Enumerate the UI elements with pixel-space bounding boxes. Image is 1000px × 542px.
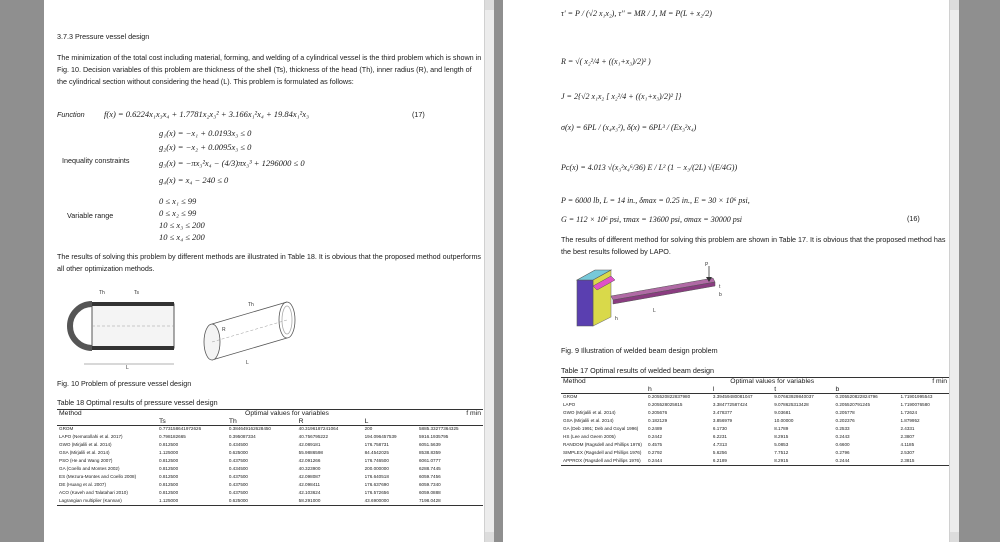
table-cell-value: 0.202376 — [835, 417, 855, 423]
table-cell-value: 1.71901995543 — [900, 394, 933, 399]
results-paragraph: The results of solving this problem by different methods are illustrated in Table 18. It is obvious that the proposed method outperforms all other optimization methods. — [57, 252, 482, 273]
vessel-side-view — [70, 304, 174, 364]
label-th-3d: Th — [248, 302, 254, 308]
table-cell-method: GSA (Mirjalili et al. 2014) — [59, 449, 110, 455]
table-cell-method: GA (Deb 1991; Deb and Goyal 1996) — [563, 425, 639, 431]
range-x2: 0 ≤ x₂ ≤ 99 — [159, 208, 197, 218]
table-cell-value: 176.746500 — [364, 457, 389, 463]
table-cell-value: 7198.0428 — [418, 497, 441, 503]
label-h: h — [615, 316, 618, 322]
table-17-header-fmin: f min — [932, 378, 947, 385]
table-18-body — [57, 426, 483, 506]
table-18-header-fmin: f min — [466, 410, 481, 417]
table-cell-value: 0.2444 — [835, 457, 850, 463]
table-cell-value: 8538.8359 — [418, 449, 441, 455]
table-cell-value: 0.2533 — [835, 425, 850, 431]
label-p: P — [705, 262, 709, 268]
table-cell-value: 0.437500 — [228, 473, 248, 479]
table-cell-value: 3.39459480081047 — [712, 394, 753, 399]
scroll-up-arrow-icon[interactable] — [485, 0, 494, 10]
function-label: Function — [57, 110, 85, 119]
range-label: Variable range — [67, 211, 114, 220]
table-cell-value: 1.72624 — [900, 409, 918, 415]
table-cell-value: 0.205778 — [835, 409, 855, 415]
table-cell-value: 0.812500 — [159, 465, 179, 471]
label-l-beam: L — [653, 308, 656, 314]
table-cell-value: 8.2915 — [774, 433, 789, 439]
scroll-down-arrow-icon[interactable] — [485, 532, 494, 542]
table-cell-value: 43.6900000 — [364, 497, 389, 503]
label-b: b — [719, 292, 722, 298]
table-cell-value: 0.625000 — [228, 449, 248, 455]
table-cell-value: 3.478377 — [712, 409, 733, 415]
document-page-right — [503, 0, 959, 542]
equation-sigma-delta: σ(x) = 6PL / (x₄x₃²), δ(x) = 6PL³ / (Ex₃²x₄) — [561, 123, 697, 132]
table-cell-value: 55.9886598 — [298, 449, 323, 455]
table-cell-value: 2.5307 — [900, 449, 915, 455]
equation-j: J = 2{√2 x₁x₂ [ x₂²/4 + ((x₁+x₃)/2)² ]} — [561, 92, 682, 101]
table-17-col-h: h — [648, 385, 652, 393]
table-cell-value: 0.205520822824796 — [835, 394, 878, 399]
table-cell-value: 42.098411 — [298, 481, 321, 487]
welded-beam-figure — [563, 262, 733, 342]
table-cell-value: 0.2792 — [648, 449, 663, 455]
table-cell-value: 2.3815 — [900, 457, 915, 463]
table-cell-value: 4.1185 — [900, 441, 915, 447]
table-cell-method: GWO (Mirjalili et al. 2014) — [563, 409, 616, 415]
equation-params-1: P = 6000 lb, L = 14 in., δmax = 0.25 in., E = 30 × 10⁶ psi, — [561, 196, 750, 205]
table-cell-value: 0.437500 — [228, 457, 248, 463]
document-page-left — [44, 0, 494, 542]
table-cell-value: 0.812500 — [159, 441, 179, 447]
table-cell-value: 3.384772587424 — [712, 401, 748, 407]
table-cell-method: GWO (Mirjalili et al. 2014) — [59, 441, 112, 447]
table-cell-value: 8.1789 — [774, 425, 789, 431]
table-cell-value: 1.125000 — [159, 449, 179, 455]
table-cell-method: DE (Huang et al. 2007) — [59, 481, 106, 487]
equation-tau: τ' = P / (√2 x₁x₂), τ'' = MR / J, M = P(L + x₂/2) — [561, 9, 712, 18]
table-cell-method: Lagrangian multiplier (Kannan) — [59, 497, 122, 503]
table-cell-value: 5.0853 — [774, 441, 789, 447]
scroll-down-arrow-icon[interactable] — [950, 532, 959, 542]
table-cell-value: 4.7313 — [712, 441, 727, 447]
results-paragraph-right: The results of different method for solving this problem are shown in Table 17. It is obvious that the proposed method has the best results followed by LAPO. — [561, 235, 946, 256]
table-18-col-th: Th — [228, 417, 237, 425]
equation-16-number: (16) — [907, 214, 920, 223]
table-cell-value: 0.395087334 — [228, 433, 256, 439]
table-cell-method: SIMPLEX (Ragsdell and Phillips 1976) — [563, 449, 642, 455]
table-cell-value: 10.00000 — [774, 417, 794, 423]
table-cell-value: 0.2444 — [648, 457, 663, 463]
table-cell-value: 5885.33277364325 — [418, 426, 459, 431]
table-cell-value: 40.3196187241064 — [298, 426, 339, 431]
table-17-header-optimal: Optimal values for variables — [730, 378, 815, 385]
table-cell-value: 0.625000 — [228, 497, 248, 503]
table-cell-value: 0.812500 — [159, 489, 179, 495]
table-18 — [57, 409, 483, 506]
table-cell-value: 0.434500 — [228, 441, 248, 447]
table-cell-method: GA (Coello and Montes 2002) — [59, 465, 120, 471]
table-cell-method: ES (Mezura-Montes and Coello 2008) — [59, 473, 137, 479]
equation-r: R = √( x₂²/4 + ((x₁+x₃)/2)² ) — [561, 57, 651, 66]
table-row — [57, 466, 483, 474]
table-cell-value: 42.103624 — [298, 489, 321, 495]
table-cell-value: 0.384649162628450 — [228, 426, 271, 431]
table-cell-method: HS (Lee and Geem 2005) — [563, 433, 616, 439]
pressure-vessel-figure — [62, 284, 322, 370]
table-cell-value: 5916.1935795 — [418, 433, 449, 439]
table-row — [561, 426, 949, 434]
table-cell-value: 3.856979 — [712, 417, 733, 423]
table-cell-value: 0.2442 — [648, 433, 663, 439]
table-row — [561, 434, 949, 442]
table-cell-value: 0.4575 — [648, 441, 663, 447]
table-cell-method: RANDOM (Ragsdell and Phillips 1976) — [563, 441, 642, 447]
label-l: L — [126, 365, 129, 370]
table-cell-value: 40.756795222 — [298, 433, 329, 439]
table-cell-method: GSA (Mirjalili et al. 2014) — [563, 417, 614, 423]
table-18-header-method: Method — [59, 410, 82, 417]
table-row — [561, 418, 949, 426]
table-row — [57, 498, 483, 506]
table-cell-value: 2.4331 — [900, 425, 915, 431]
table-cell-value: 0.6600 — [835, 441, 850, 447]
table-cell-value: 42.098087 — [298, 473, 321, 479]
table-cell-method: GROM — [59, 426, 74, 431]
table-cell-value: 1.7190076580 — [900, 401, 930, 407]
function-equation: f(x) = 0.6224x₁x₃x₄ + 1.7781x₂x₃² + 3.166x₁²x₄ + 19.84x₁²x₃ — [104, 109, 309, 119]
label-th: Th — [99, 290, 105, 296]
table-row — [57, 450, 483, 458]
label-l-3d: L — [246, 360, 249, 366]
table-cell-value: 6059.0888 — [418, 489, 441, 495]
table-cell-value: 0.205676 — [648, 409, 668, 415]
constraint-g2: g₂(x) = −x₂ + 0.0095x₃ ≤ 0 — [159, 142, 252, 152]
table-cell-value: 42.089181 — [298, 441, 321, 447]
table-18-col-ts: Ts — [159, 417, 166, 425]
table-cell-value: 6061.0777 — [418, 457, 441, 463]
table-18-caption: Table 18 Optimal results of pressure vessel design — [57, 398, 218, 407]
table-cell-value: 0.182129 — [648, 417, 668, 423]
table-cell-value: 0.812500 — [159, 457, 179, 463]
table-cell-value: 0.205520822837980 — [648, 394, 691, 399]
table-cell-value: 9.078625313428 — [774, 401, 809, 407]
table-cell-value: 194.096457539 — [364, 433, 397, 439]
table-18-col-r: R — [298, 417, 304, 425]
wall-block — [577, 270, 615, 326]
table-cell-value: 84.4542025 — [364, 449, 389, 455]
table-17-header-method: Method — [563, 378, 586, 385]
table-cell-method: ACO (Kaveh and Talatahari 2010) — [59, 489, 128, 495]
table-cell-method: LAPO (Nematollahi et al. 2017) — [59, 433, 123, 439]
table-cell-value: 0.798182665 — [159, 433, 186, 439]
table-cell-value: 6.2231 — [712, 433, 727, 439]
table-row — [561, 402, 949, 410]
table-cell-method: PSO (He and Wang 2007) — [59, 457, 113, 463]
table-row — [57, 474, 483, 482]
table-17-col-t: t — [774, 385, 777, 393]
table-cell-value: 6.1730 — [712, 425, 727, 431]
constraints-label: Inequality constraints — [62, 156, 130, 165]
figure-10-caption: Fig. 10 Problem of pressure vessel design — [57, 379, 192, 388]
table-cell-value: 176.572656 — [364, 489, 389, 495]
table-row — [57, 490, 483, 498]
table-cell-value: 1.879952 — [900, 417, 920, 423]
table-cell-value: 6051.5639 — [418, 441, 441, 447]
figure-9-caption: Fig. 9 Illustration of welded beam design problem — [561, 346, 718, 355]
table-row — [561, 410, 949, 418]
table-cell-value: 0.434500 — [228, 465, 248, 471]
range-x1: 0 ≤ x₁ ≤ 99 — [159, 196, 197, 206]
table-row — [561, 442, 949, 450]
table-cell-value: 7.7512 — [774, 449, 789, 455]
table-cell-value: 9.07663929840037 — [774, 394, 814, 399]
left-scrollbar[interactable] — [484, 0, 494, 542]
table-cell-value: 200.000000 — [364, 465, 389, 471]
table-cell-value: 8.2915 — [774, 457, 789, 463]
table-cell-value: 0.812500 — [159, 473, 179, 479]
table-18-header-optimal: Optimal values for variables — [245, 410, 329, 417]
table-18-col-l: L — [364, 417, 369, 425]
label-t: t — [719, 284, 721, 290]
table-cell-value: 6059.7456 — [418, 473, 441, 479]
table-17 — [561, 377, 949, 466]
table-cell-value: 200 — [364, 426, 373, 431]
table-cell-value: 2.3807 — [900, 433, 915, 439]
constraint-g4: g₄(x) = x₄ − 240 ≤ 0 — [159, 175, 229, 185]
table-cell-value: 176.758731 — [364, 441, 389, 447]
table-cell-value: 40.323900 — [298, 465, 321, 471]
table-cell-method: APPROX (Ragsdell and Phillips 1976) — [563, 457, 641, 463]
table-cell-value: 6.2189 — [712, 457, 727, 463]
table-cell-value: 0.205528025815 — [648, 401, 683, 407]
table-cell-value: 9.03681 — [774, 409, 791, 415]
equation-params-2: G = 112 × 10⁶ psi, τmax = 13600 psi, σmax = 30000 psi — [561, 215, 743, 224]
table-cell-value: 1.125000 — [159, 497, 179, 503]
table-cell-method: LAPO — [563, 401, 576, 407]
table-row — [57, 482, 483, 490]
equation-number: (17) — [412, 110, 425, 119]
table-cell-value: 0.437500 — [228, 481, 248, 487]
table-cell-value: 42.091266 — [298, 457, 321, 463]
table-cell-value: 6059.7340 — [418, 481, 441, 487]
range-x3: 10 ≤ x₃ ≤ 200 — [159, 220, 205, 230]
table-cell-value: 58.291000 — [298, 497, 321, 503]
table-cell-value: 0.2796 — [835, 449, 850, 455]
table-17-col-l: l — [712, 385, 715, 393]
table-cell-method: GROM — [563, 394, 578, 399]
table-17-col-b: b — [835, 385, 840, 393]
table-cell-value: 6288.7445 — [418, 465, 441, 471]
label-r: R — [222, 327, 226, 333]
table-row — [561, 394, 949, 402]
section-title: 3.7.3 Pressure vessel design — [57, 32, 150, 41]
table-row — [57, 442, 483, 450]
table-row — [561, 458, 949, 466]
table-cell-value: 0.437500 — [228, 489, 248, 495]
equation-pc: Pc(x) = 4.013 √(x₃²x₄⁶/36) E / L² (1 − x₃/(2L) √(E/4G)) — [561, 163, 738, 172]
scroll-up-arrow-icon[interactable] — [950, 0, 959, 10]
table-row — [57, 426, 483, 434]
table-17-caption: Table 17 Optimal results of welded beam design — [561, 366, 715, 375]
table-row — [57, 458, 483, 466]
table-cell-value: 0.2443 — [835, 433, 850, 439]
table-cell-value: 5.6256 — [712, 449, 727, 455]
beam — [611, 278, 715, 304]
table-cell-value: 0.205520791245 — [835, 401, 871, 407]
label-ts: Ts — [134, 290, 139, 296]
constraint-g1: g₁(x) = −x₁ + 0.0193x₃ ≤ 0 — [159, 128, 252, 138]
right-scrollbar[interactable] — [949, 0, 959, 542]
table-row — [561, 450, 949, 458]
intro-paragraph: The minimization of the total cost including material, forming, and welding of a cylindrical vessel is the third problem which is shown in Fig. 10. Decision variables of this problem are thickness of the shell (Ts), thickness of the head (Th), inner radius (R), and length of the cylindrical section without considering the head (L). This problem is formulated as follows: — [57, 53, 482, 86]
table-cell-value: 176.640518 — [364, 473, 389, 479]
table-cell-value: 0.773158641972626 — [159, 426, 202, 431]
table-cell-value: 0.2489 — [648, 425, 663, 431]
table-17-body — [561, 394, 949, 466]
table-row — [57, 434, 483, 442]
table-cell-value: 0.812500 — [159, 481, 179, 487]
constraint-g3: g₃(x) = −πx₃²x₄ − (4/3)πx₃³ + 1296000 ≤ 0 — [159, 158, 305, 168]
range-x4: 10 ≤ x₄ ≤ 200 — [159, 232, 205, 242]
table-cell-value: 176.637690 — [364, 481, 389, 487]
vessel-perspective-view — [204, 302, 295, 360]
